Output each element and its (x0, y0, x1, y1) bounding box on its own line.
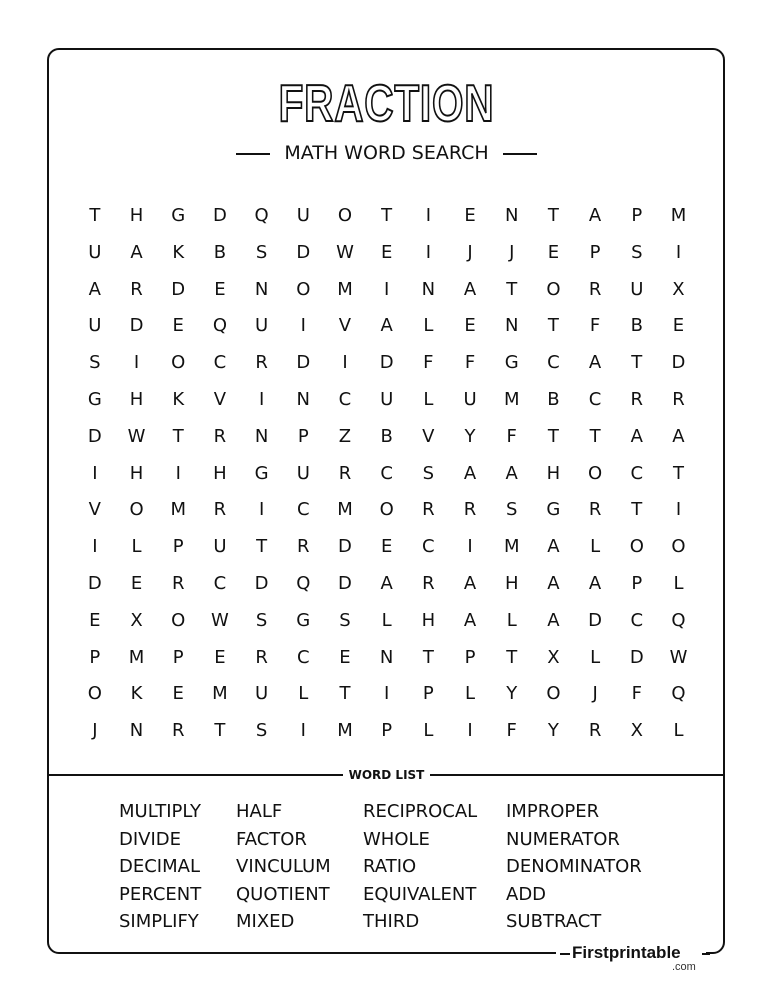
grid-letter[interactable]: I (133, 352, 140, 374)
grid-letter[interactable]: J (592, 683, 598, 705)
grid-letter[interactable]: P (422, 683, 434, 705)
grid-letter[interactable]: C (296, 499, 310, 521)
grid-letter[interactable]: N (421, 278, 436, 300)
word-list-item: VINCULUM (236, 856, 331, 877)
grid-letter[interactable]: Q (212, 315, 227, 337)
grid-letter[interactable]: E (214, 278, 226, 300)
word-list-label: WORD LIST (343, 768, 431, 782)
grid-letter[interactable]: D (338, 572, 352, 594)
grid-letter[interactable]: S (255, 609, 268, 631)
grid-letter[interactable]: C (422, 536, 435, 558)
grid-letter[interactable]: A (547, 572, 560, 594)
grid-letter[interactable]: E (130, 572, 143, 594)
grid-letter[interactable]: M (670, 205, 687, 226)
grid-letter[interactable]: P (381, 720, 393, 742)
grid-letter[interactable]: V (338, 315, 352, 337)
grid-letter[interactable]: T (506, 646, 518, 668)
grid-letter[interactable]: D (379, 352, 394, 374)
grid-letter[interactable]: O (546, 278, 561, 300)
word-list-item: THIRD (363, 911, 420, 932)
grid-letter[interactable]: T (589, 425, 601, 447)
grid-letter[interactable]: T (506, 278, 518, 300)
grid-letter[interactable]: C (630, 462, 644, 484)
grid-letter[interactable]: L (298, 683, 309, 705)
grid-letter[interactable]: A (505, 462, 518, 484)
grid-letter[interactable]: P (589, 241, 601, 263)
grid-letter[interactable]: P (172, 646, 184, 668)
grid-letter[interactable]: D (296, 352, 311, 374)
grid-letter[interactable]: U (213, 536, 227, 558)
word-list-item: WHOLE (363, 828, 430, 850)
grid-letter[interactable]: R (171, 572, 185, 594)
grid-letter[interactable]: A (630, 425, 643, 447)
grid-letter[interactable]: N (254, 425, 269, 447)
word-list-item: ADD (506, 883, 547, 905)
dash-right (503, 153, 537, 155)
page-title: FRACTION (278, 75, 495, 133)
grid-letter[interactable]: X (130, 609, 143, 631)
grid-letter[interactable]: D (212, 205, 227, 226)
grid-letter[interactable]: L (673, 572, 684, 594)
grid-letter[interactable]: E (380, 241, 393, 263)
grid-letter[interactable]: B (547, 388, 560, 410)
grid-letter[interactable]: Y (506, 683, 518, 705)
grid-letter[interactable]: T (256, 536, 268, 558)
grid-letter[interactable]: N (504, 315, 519, 337)
grid-letter[interactable]: Q (671, 683, 686, 705)
word-list-item: QUOTIENT (236, 883, 330, 905)
grid-letter[interactable]: A (547, 536, 560, 558)
grid-letter[interactable]: B (380, 425, 393, 447)
grid-letter[interactable]: P (464, 646, 476, 668)
grid-letter[interactable]: R (255, 352, 268, 374)
grid-letter[interactable]: A (588, 352, 602, 374)
grid-letter[interactable]: H (546, 462, 561, 484)
grid-letter[interactable]: I (92, 536, 98, 558)
grid-letter[interactable]: Y (464, 425, 476, 447)
grid-letter[interactable]: V (88, 499, 101, 521)
grid-letter[interactable]: O (129, 499, 144, 521)
grid-letter[interactable]: L (590, 536, 601, 558)
grid-letter[interactable]: K (172, 241, 185, 263)
grid-letter[interactable]: W (336, 241, 354, 263)
grid-letter[interactable]: A (463, 462, 477, 484)
grid-letter[interactable]: Y (547, 720, 559, 742)
word-list-item: EQUIVALENT (363, 883, 477, 905)
grid-letter[interactable]: V (422, 425, 435, 447)
grid-letter[interactable]: F (589, 315, 601, 337)
grid-letter[interactable]: U (296, 205, 310, 226)
grid-letter[interactable]: E (672, 315, 685, 337)
grid-letter[interactable]: N (129, 720, 144, 742)
grid-letter[interactable]: L (590, 646, 601, 668)
grid-letter[interactable]: F (506, 425, 517, 447)
grid-letter[interactable]: L (673, 720, 684, 742)
grid-letter[interactable]: G (296, 609, 311, 631)
word-list-item: SIMPLIFY (119, 911, 199, 932)
grid-letter[interactable]: T (547, 425, 559, 447)
grid-letter[interactable]: R (213, 425, 227, 447)
grid-letter[interactable]: U (88, 241, 102, 263)
grid-letter[interactable]: X (630, 720, 643, 742)
grid-letter[interactable]: B (630, 315, 643, 337)
grid-letter[interactable]: I (92, 462, 98, 484)
grid-letter[interactable]: T (339, 683, 351, 705)
word-list-item: DIVIDE (119, 828, 182, 850)
grid-letter[interactable]: D (588, 609, 603, 631)
grid-letter[interactable]: R (213, 499, 227, 521)
grid-letter[interactable]: I (467, 536, 473, 558)
word-list-item: DECIMAL (119, 856, 200, 877)
grid-letter[interactable]: Z (338, 425, 352, 447)
grid-letter[interactable]: T (422, 646, 434, 668)
grid-letter[interactable]: X (547, 646, 560, 668)
grid-letter[interactable]: I (425, 241, 431, 263)
grid-letter[interactable]: T (172, 425, 184, 447)
grid-letter[interactable]: L (506, 609, 517, 631)
word-list-item: RATIO (363, 856, 417, 877)
grid-letter[interactable]: E (172, 683, 184, 705)
grid-letter[interactable]: R (588, 499, 602, 521)
grid-letter[interactable]: G (171, 205, 186, 226)
grid-letter[interactable]: Q (254, 205, 269, 226)
grid-letter[interactable]: A (463, 609, 477, 631)
grid-letter[interactable]: G (87, 388, 102, 410)
grid-letter[interactable]: D (87, 425, 102, 447)
grid-letter[interactable]: G (546, 499, 561, 521)
logo-dash (702, 953, 710, 955)
grid-letter[interactable]: L (465, 683, 476, 705)
word-list-item: DENOMINATOR (506, 856, 642, 877)
logo-dash (560, 953, 570, 955)
grid-letter[interactable]: A (547, 609, 560, 631)
grid-letter[interactable]: C (630, 609, 644, 631)
grid-letter[interactable]: E (464, 205, 476, 226)
word-column (506, 798, 642, 936)
grid-letter[interactable]: O (171, 609, 186, 631)
brand-logo: Firstprintable (572, 943, 681, 962)
grid-letter[interactable]: P (172, 536, 184, 558)
grid-letter[interactable]: R (338, 462, 352, 484)
grid-letter[interactable]: F (423, 352, 434, 374)
grid-letter[interactable]: D (171, 278, 186, 300)
grid-letter[interactable]: E (89, 609, 101, 631)
grid-letter[interactable]: A (672, 425, 685, 447)
grid-letter[interactable]: H (213, 462, 227, 484)
grid-letter[interactable]: Q (296, 572, 311, 594)
grid-letter[interactable]: D (629, 646, 644, 668)
grid-letter[interactable]: I (300, 720, 306, 742)
grid-letter[interactable]: A (130, 241, 143, 263)
grid-letter[interactable]: O (171, 352, 186, 374)
word-list-item: MULTIPLY (119, 801, 202, 822)
grid-letter[interactable]: N (504, 205, 519, 226)
grid-letter[interactable]: C (296, 646, 310, 668)
grid-letter[interactable]: U (630, 278, 644, 300)
grid-letter[interactable]: F (464, 352, 476, 374)
grid-letter[interactable]: O (588, 462, 603, 484)
grid-letter[interactable]: H (129, 462, 144, 484)
grid-letter[interactable]: M (503, 388, 520, 410)
grid-letter[interactable]: M (170, 499, 186, 521)
grid-letter[interactable]: I (342, 352, 348, 374)
grid-letter[interactable]: T (547, 205, 559, 226)
grid-letter[interactable]: G (254, 462, 269, 484)
grid-letter[interactable]: I (384, 683, 390, 705)
word-column (236, 798, 331, 936)
grid-letter[interactable]: E (380, 536, 393, 558)
grid-letter[interactable]: I (675, 499, 682, 521)
grid-letter[interactable]: M (337, 720, 353, 742)
grid-letter[interactable]: E (339, 646, 351, 668)
grid-letter[interactable]: L (131, 536, 142, 558)
grid-letter[interactable]: U (463, 388, 477, 410)
grid-letter[interactable]: J (509, 241, 515, 263)
grid-letter[interactable]: H (421, 609, 436, 631)
subtitle-text: MATH WORD SEARCH (284, 142, 489, 164)
grid-letter[interactable]: J (92, 720, 98, 742)
grid-letter[interactable]: A (463, 572, 477, 594)
grid-letter[interactable]: K (172, 388, 185, 410)
dash-left (236, 153, 270, 155)
grid-letter[interactable]: I (384, 278, 390, 300)
grid-letter[interactable]: T (672, 462, 684, 484)
brand-suffix: .com (672, 961, 696, 973)
grid-letter[interactable]: F (631, 683, 642, 705)
grid-letter[interactable]: D (338, 536, 352, 558)
grid-letter[interactable]: O (629, 536, 644, 558)
word-list-item: PERCENT (119, 883, 202, 905)
grid-letter[interactable]: M (503, 536, 520, 558)
grid-letter[interactable]: A (380, 572, 393, 594)
grid-letter[interactable]: D (671, 352, 686, 374)
grid-letter[interactable]: S (255, 241, 268, 263)
grid-letter[interactable]: R (672, 388, 685, 410)
grid-letter[interactable]: W (211, 609, 229, 631)
grid-letter[interactable]: S (422, 462, 435, 484)
grid-letter[interactable]: P (297, 425, 309, 447)
grid-letter[interactable]: L (423, 315, 434, 337)
grid-letter[interactable]: T (214, 720, 226, 742)
grid-letter[interactable]: A (88, 278, 101, 300)
grid-letter[interactable]: H (504, 572, 519, 594)
grid-letter[interactable]: F (506, 720, 517, 742)
grid-letter[interactable]: R (171, 720, 185, 742)
word-list-item: SUBTRACT (506, 911, 602, 932)
grid-letter[interactable]: E (172, 315, 184, 337)
word-list-item: NUMERATOR (506, 828, 620, 850)
grid-letter[interactable]: Q (671, 609, 686, 631)
grid-letter[interactable]: D (254, 572, 269, 594)
grid-letter[interactable]: K (130, 683, 143, 705)
grid-letter[interactable]: C (380, 462, 393, 484)
grid-letter[interactable]: R (630, 388, 644, 410)
grid-letter[interactable]: N (254, 278, 269, 300)
grid-letter[interactable]: O (87, 683, 102, 705)
word-list-item: RECIPROCAL (363, 801, 478, 822)
grid-letter[interactable]: G (504, 352, 519, 374)
grid-letter[interactable]: L (381, 609, 392, 631)
grid-letter[interactable]: M (128, 646, 145, 668)
grid-letter[interactable]: C (588, 388, 602, 410)
grid-letter[interactable]: I (675, 241, 682, 263)
grid-letter[interactable]: S (255, 720, 268, 742)
grid-letter[interactable]: N (379, 646, 394, 668)
grid-letter[interactable]: U (255, 315, 269, 337)
grid-letter[interactable]: U (380, 388, 394, 410)
word-list-item: MIXED (236, 911, 295, 932)
grid-letter[interactable]: I (467, 720, 473, 742)
word-list-item: HALF (236, 801, 283, 822)
grid-letter[interactable]: P (631, 572, 643, 594)
grid-letter[interactable]: I (258, 499, 265, 521)
grid-letter[interactable]: C (338, 388, 352, 410)
grid-letter[interactable]: T (631, 499, 643, 521)
grid-letter[interactable]: R (297, 536, 310, 558)
grid-letter[interactable]: J (467, 241, 473, 263)
word-list-item: FACTOR (236, 828, 307, 850)
grid-letter[interactable]: S (631, 241, 643, 263)
grid-letter[interactable]: O (296, 278, 311, 300)
grid-letter[interactable]: R (422, 499, 435, 521)
grid-letter[interactable]: M (212, 683, 228, 705)
subtitle (0, 140, 773, 166)
grid-letter[interactable]: T (631, 352, 643, 374)
grid-letter[interactable]: P (89, 646, 101, 668)
grid-letter[interactable]: O (337, 205, 353, 226)
grid-letter[interactable]: T (381, 205, 393, 226)
grid-letter[interactable]: U (255, 683, 269, 705)
grid-letter[interactable]: R (255, 646, 268, 668)
grid-letter[interactable]: O (671, 536, 686, 558)
grid-letter[interactable]: T (89, 205, 101, 226)
grid-letter[interactable]: E (464, 315, 476, 337)
grid-letter[interactable]: H (129, 205, 144, 226)
grid-letter[interactable]: C (213, 352, 227, 374)
letter-grid (74, 198, 699, 750)
grid-letter[interactable]: A (380, 315, 393, 337)
grid-letter[interactable]: A (588, 572, 602, 594)
grid-letter[interactable]: M (337, 499, 353, 521)
grid-letter[interactable]: E (214, 646, 226, 668)
grid-letter[interactable]: D (296, 241, 311, 263)
grid-letter[interactable]: S (339, 609, 351, 631)
grid-letter[interactable]: V (213, 388, 227, 410)
grid-letter[interactable]: W (127, 425, 146, 447)
grid-letter[interactable]: I (425, 205, 431, 226)
grid-letter[interactable]: C (547, 352, 560, 374)
grid-letter[interactable]: N (296, 388, 311, 410)
grid-letter[interactable]: D (129, 315, 144, 337)
grid-letter[interactable]: C (213, 572, 227, 594)
grid-letter[interactable]: I (175, 462, 181, 484)
grid-letter[interactable]: T (547, 315, 559, 337)
grid-letter[interactable]: M (337, 278, 353, 300)
grid-letter[interactable]: L (423, 388, 434, 410)
grid-letter[interactable]: R (130, 278, 143, 300)
grid-letter[interactable]: R (588, 720, 602, 742)
grid-letter[interactable]: I (300, 315, 306, 337)
word-column (363, 798, 477, 936)
grid-letter[interactable]: B (213, 241, 227, 263)
grid-letter[interactable]: I (258, 388, 265, 410)
grid-letter[interactable]: D (87, 572, 102, 594)
grid-letter[interactable]: R (588, 278, 602, 300)
grid-letter[interactable]: E (547, 241, 560, 263)
grid-letter[interactable]: U (296, 462, 310, 484)
grid-letter[interactable]: R (463, 499, 477, 521)
grid-letter[interactable]: W (669, 646, 688, 668)
grid-letter[interactable]: U (88, 315, 102, 337)
grid-letter[interactable]: R (422, 572, 435, 594)
grid-letter[interactable]: S (506, 499, 518, 521)
grid-letter[interactable]: H (129, 388, 144, 410)
grid-letter[interactable]: S (89, 352, 101, 374)
grid-letter[interactable]: X (672, 278, 685, 300)
grid-letter[interactable]: P (631, 205, 643, 226)
grid-letter[interactable]: O (546, 683, 561, 705)
grid-letter[interactable]: O (379, 499, 394, 521)
grid-letter[interactable]: L (423, 720, 434, 742)
grid-letter[interactable]: A (588, 205, 602, 226)
grid-letter[interactable]: A (463, 278, 477, 300)
word-column (119, 798, 201, 936)
word-list-item: IMPROPER (506, 801, 600, 822)
